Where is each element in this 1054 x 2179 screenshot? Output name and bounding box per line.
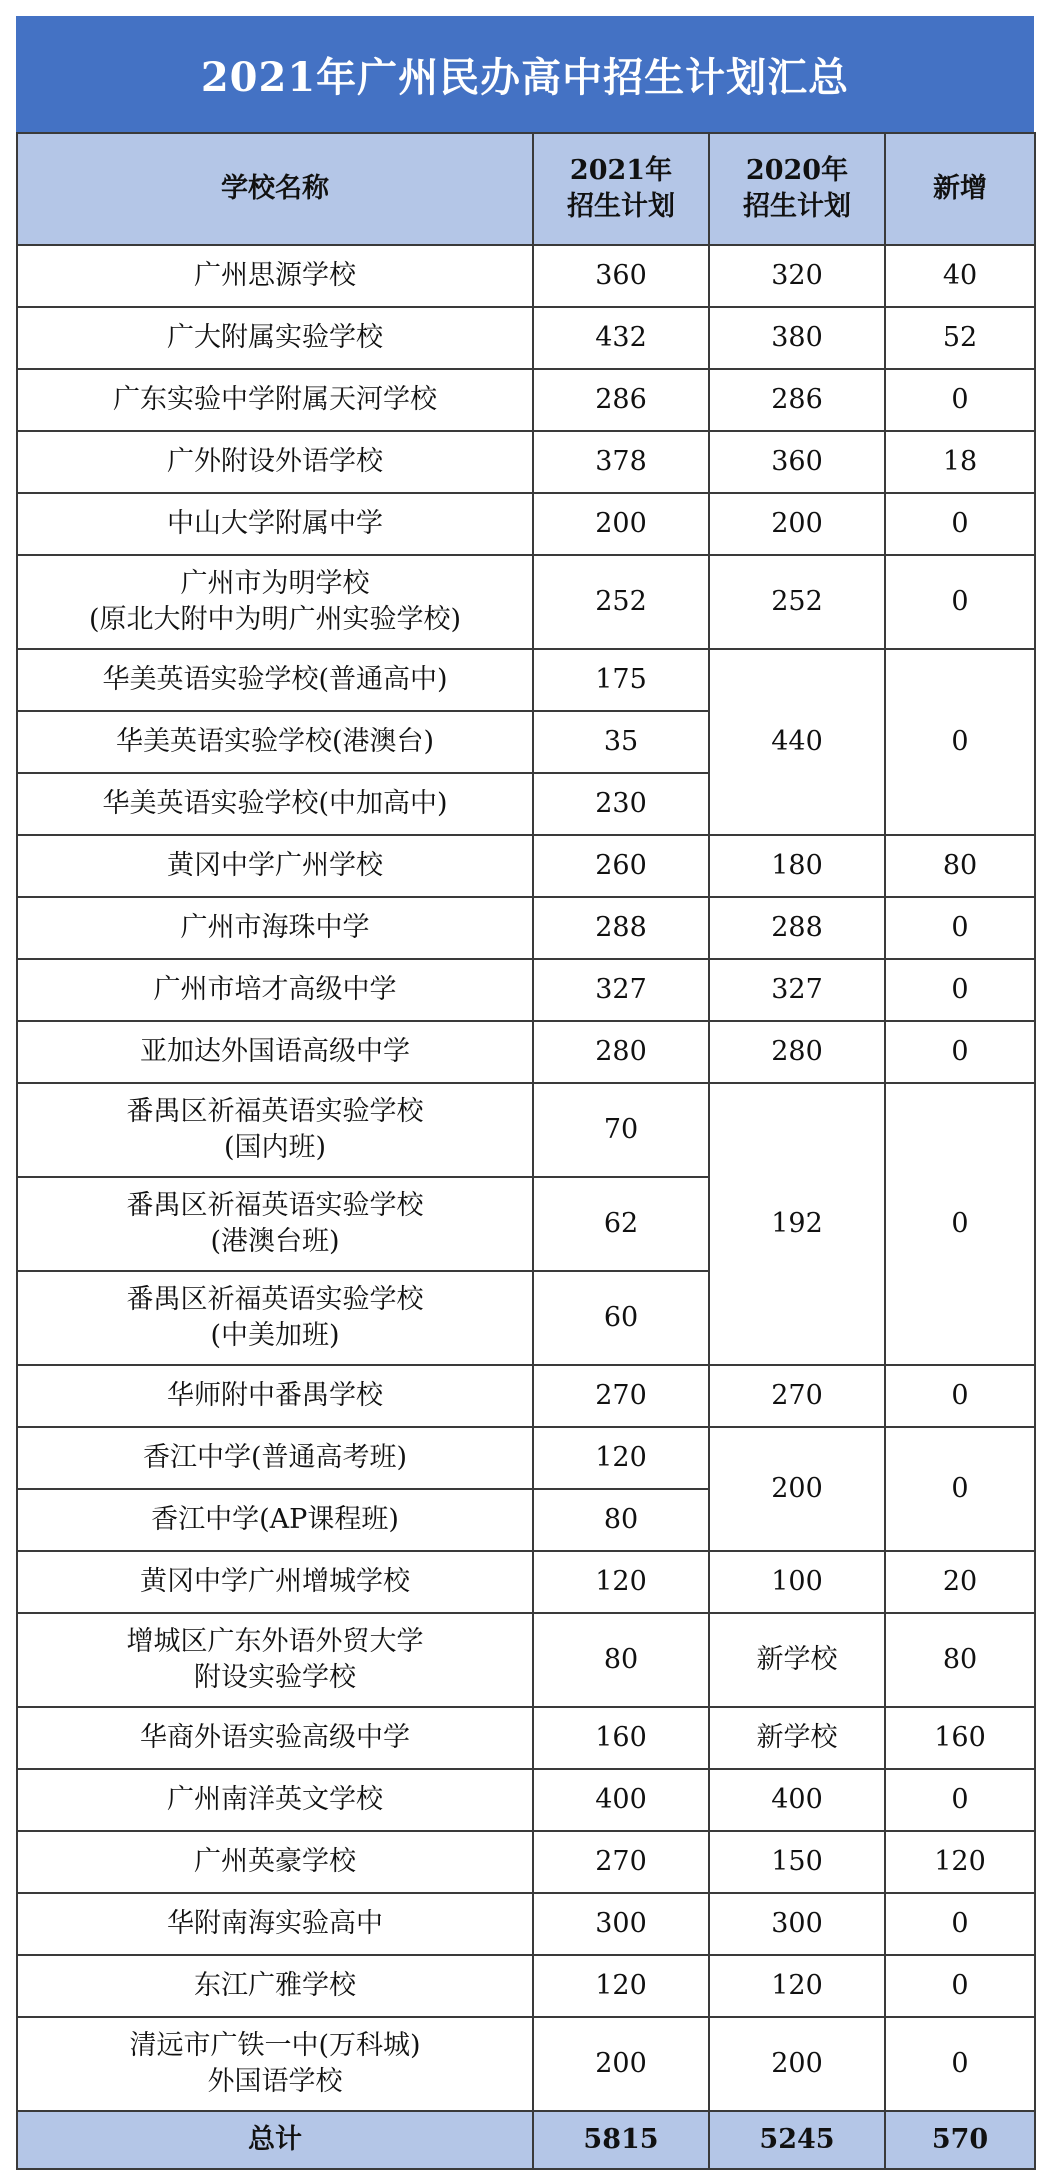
table-row	[17, 959, 1035, 1021]
plan-2021-cell: 120	[533, 1551, 709, 1613]
plan-2020-cell: 200	[709, 1427, 885, 1551]
plan-2021-cell: 70	[533, 1083, 709, 1177]
school-name-cell	[17, 1707, 533, 1769]
school-name-line: 番禺区祈福英语实验学校	[126, 1284, 424, 1315]
school-name-line: 广州思源学校	[194, 260, 356, 291]
school-name-line: (原北大附中为明广州实验学校)	[88, 604, 462, 635]
table-row	[17, 1769, 1035, 1831]
increase-cell: 0	[885, 1021, 1035, 1083]
plan-2020-cell: 380	[709, 307, 885, 369]
plan-2021-cell: 62	[533, 1177, 709, 1271]
plan-2020-cell: 400	[709, 1769, 885, 1831]
school-name-line: 番禺区祈福英语实验学校	[126, 1190, 424, 1221]
plan-2021-cell: 280	[533, 1021, 709, 1083]
plan-2021-cell: 200	[533, 493, 709, 555]
plan-2020-cell: 327	[709, 959, 885, 1021]
table-row	[17, 1613, 1035, 1707]
school-name-line: 华美英语实验学校(中加高中)	[102, 788, 448, 819]
table-row	[17, 1551, 1035, 1613]
school-name-line: 广州市为明学校	[180, 568, 370, 599]
plan-2020-cell: 286	[709, 369, 885, 431]
increase-cell: 0	[885, 1427, 1035, 1551]
plan-2020-cell: 280	[709, 1021, 885, 1083]
table-title: 2021年广州民办高中招生计划汇总	[16, 16, 1034, 132]
increase-cell: 52	[885, 307, 1035, 369]
header-increase: 新增	[885, 133, 1035, 245]
plan-2020-cell: 252	[709, 555, 885, 649]
plan-2021-cell: 270	[533, 1365, 709, 1427]
plan-2021-cell: 270	[533, 1831, 709, 1893]
plan-2021-cell: 120	[533, 1955, 709, 2017]
increase-cell: 0	[885, 369, 1035, 431]
school-name-cell	[17, 1021, 533, 1083]
plan-2021-cell: 35	[533, 711, 709, 773]
total-label: 总计	[17, 2111, 533, 2169]
plan-2020-cell: 新学校	[709, 1707, 885, 1769]
table-row	[17, 649, 1035, 711]
school-name-line: 中山大学附属中学	[167, 508, 383, 539]
school-name-cell	[17, 1551, 533, 1613]
school-name-line: 华美英语实验学校(港澳台)	[115, 726, 435, 757]
plan-2021-cell: 252	[533, 555, 709, 649]
table-row	[17, 431, 1035, 493]
plan-2020-cell: 200	[709, 2017, 885, 2111]
increase-cell: 160	[885, 1707, 1035, 1769]
school-name-line: 亚加达外国语高级中学	[140, 1036, 410, 1067]
plan-2021-cell: 288	[533, 897, 709, 959]
plan-2020-cell: 300	[709, 1893, 885, 1955]
table-row	[17, 835, 1035, 897]
school-name-line: 华商外语实验高级中学	[140, 1722, 410, 1753]
school-name-line: 广外附设外语学校	[167, 446, 383, 477]
header-2021-line1: 2021年	[569, 155, 673, 186]
school-name-line: 香江中学(AP课程班)	[151, 1504, 399, 1535]
table-row	[17, 1365, 1035, 1427]
increase-cell: 0	[885, 1365, 1035, 1427]
table-row	[17, 1707, 1035, 1769]
plan-2020-cell: 270	[709, 1365, 885, 1427]
school-name-line: 黄冈中学广州学校	[167, 850, 383, 881]
plan-2021-cell: 200	[533, 2017, 709, 2111]
header-2020-plan	[709, 133, 885, 245]
school-name-line: 广州英豪学校	[194, 1846, 356, 1877]
plan-2021-cell: 80	[533, 1489, 709, 1551]
plan-2021-cell: 230	[533, 773, 709, 835]
school-name-line: (港澳台班)	[210, 1226, 340, 1257]
school-name-line: 华附南海实验高中	[167, 1908, 383, 1939]
school-name-cell	[17, 1177, 533, 1271]
table-row	[17, 369, 1035, 431]
school-name-cell	[17, 1365, 533, 1427]
header-2021-plan	[533, 133, 709, 245]
school-name-cell	[17, 2017, 533, 2111]
increase-cell: 40	[885, 245, 1035, 307]
table-row	[17, 2017, 1035, 2111]
plan-2021-cell: 432	[533, 307, 709, 369]
plan-2021-cell: 300	[533, 1893, 709, 1955]
school-name-line: 东江广雅学校	[194, 1970, 356, 2001]
school-name-line: 香江中学(普通高考班)	[142, 1442, 408, 1473]
plan-2020-cell: 150	[709, 1831, 885, 1893]
enrollment-plan-table	[16, 132, 1036, 2170]
increase-cell: 80	[885, 1613, 1035, 1707]
school-name-line: 附设实验学校	[194, 1662, 356, 1693]
header-2020-line2: 招生计划	[743, 191, 851, 222]
plan-2020-cell: 440	[709, 649, 885, 835]
total-increase: 570	[885, 2111, 1035, 2169]
school-name-cell	[17, 1083, 533, 1177]
table-row	[17, 1021, 1035, 1083]
table-row	[17, 1083, 1035, 1177]
increase-cell: 0	[885, 493, 1035, 555]
school-name-cell	[17, 773, 533, 835]
school-name-line: 增城区广东外语外贸大学	[126, 1626, 424, 1657]
school-name-line: 广州南洋英文学校	[167, 1784, 383, 1815]
increase-cell: 0	[885, 1893, 1035, 1955]
increase-cell: 0	[885, 1769, 1035, 1831]
total-2020: 5245	[709, 2111, 885, 2169]
school-name-cell	[17, 897, 533, 959]
increase-cell: 0	[885, 555, 1035, 649]
increase-cell: 0	[885, 1083, 1035, 1365]
plan-2021-cell: 80	[533, 1613, 709, 1707]
school-name-cell	[17, 369, 533, 431]
school-name-line: 外国语学校	[207, 2066, 343, 2097]
increase-cell: 0	[885, 897, 1035, 959]
school-name-line: 广州市培才高级中学	[153, 974, 397, 1005]
total-row	[17, 2111, 1035, 2169]
school-name-cell	[17, 1769, 533, 1831]
school-name-cell	[17, 307, 533, 369]
school-name-cell	[17, 1271, 533, 1365]
school-name-line: 番禺区祈福英语实验学校	[126, 1096, 424, 1127]
plan-2020-cell: 360	[709, 431, 885, 493]
plan-2020-cell: 288	[709, 897, 885, 959]
header-2021-line2: 招生计划	[567, 191, 675, 222]
table-row	[17, 555, 1035, 649]
school-name-line: 华美英语实验学校(普通高中)	[102, 664, 448, 695]
increase-cell: 0	[885, 959, 1035, 1021]
plan-2021-cell: 286	[533, 369, 709, 431]
school-name-cell	[17, 1893, 533, 1955]
table-row	[17, 245, 1035, 307]
plan-2021-cell: 360	[533, 245, 709, 307]
plan-2020-cell: 新学校	[709, 1613, 885, 1707]
school-name-cell	[17, 1489, 533, 1551]
plan-2020-cell: 192	[709, 1083, 885, 1365]
plan-2021-cell: 378	[533, 431, 709, 493]
plan-2021-cell: 120	[533, 1427, 709, 1489]
increase-cell: 18	[885, 431, 1035, 493]
school-name-cell	[17, 1831, 533, 1893]
header-row	[17, 133, 1035, 245]
plan-2021-cell: 260	[533, 835, 709, 897]
school-name-cell	[17, 245, 533, 307]
plan-2021-cell: 160	[533, 1707, 709, 1769]
school-name-cell	[17, 1427, 533, 1489]
table-row	[17, 897, 1035, 959]
school-name-line: (国内班)	[223, 1132, 327, 1163]
school-name-cell	[17, 1613, 533, 1707]
table-row	[17, 1955, 1035, 2017]
school-name-cell	[17, 959, 533, 1021]
plan-2020-cell: 180	[709, 835, 885, 897]
school-name-cell	[17, 835, 533, 897]
table-row	[17, 1893, 1035, 1955]
table-row	[17, 307, 1035, 369]
school-name-cell	[17, 431, 533, 493]
plan-2020-cell: 100	[709, 1551, 885, 1613]
increase-cell: 20	[885, 1551, 1035, 1613]
school-name-line: 黄冈中学广州增城学校	[140, 1566, 410, 1597]
plan-2020-cell: 320	[709, 245, 885, 307]
increase-cell: 0	[885, 649, 1035, 835]
plan-2021-cell: 400	[533, 1769, 709, 1831]
school-name-line: (中美加班)	[210, 1320, 340, 1351]
table-row	[17, 1831, 1035, 1893]
increase-cell: 80	[885, 835, 1035, 897]
school-name-line: 广东实验中学附属天河学校	[113, 384, 437, 415]
plan-2021-cell: 327	[533, 959, 709, 1021]
page	[16, 16, 1034, 2168]
school-name-cell	[17, 1955, 533, 2017]
school-name-line: 华师附中番禺学校	[167, 1380, 383, 1411]
header-2020-line1: 2020年	[745, 155, 849, 186]
increase-cell: 120	[885, 1831, 1035, 1893]
table-row	[17, 493, 1035, 555]
table-row	[17, 1427, 1035, 1489]
total-2021: 5815	[533, 2111, 709, 2169]
school-name-cell	[17, 493, 533, 555]
school-name-line: 广州市海珠中学	[180, 912, 370, 943]
plan-2020-cell: 120	[709, 1955, 885, 2017]
plan-2021-cell: 60	[533, 1271, 709, 1365]
plan-2020-cell: 200	[709, 493, 885, 555]
increase-cell: 0	[885, 1955, 1035, 2017]
header-school-name: 学校名称	[17, 133, 533, 245]
school-name-cell	[17, 555, 533, 649]
increase-cell: 0	[885, 2017, 1035, 2111]
school-name-cell	[17, 711, 533, 773]
school-name-cell	[17, 649, 533, 711]
school-name-line: 广大附属实验学校	[167, 322, 383, 353]
plan-2021-cell: 175	[533, 649, 709, 711]
school-name-line: 清远市广铁一中(万科城)	[129, 2030, 421, 2061]
